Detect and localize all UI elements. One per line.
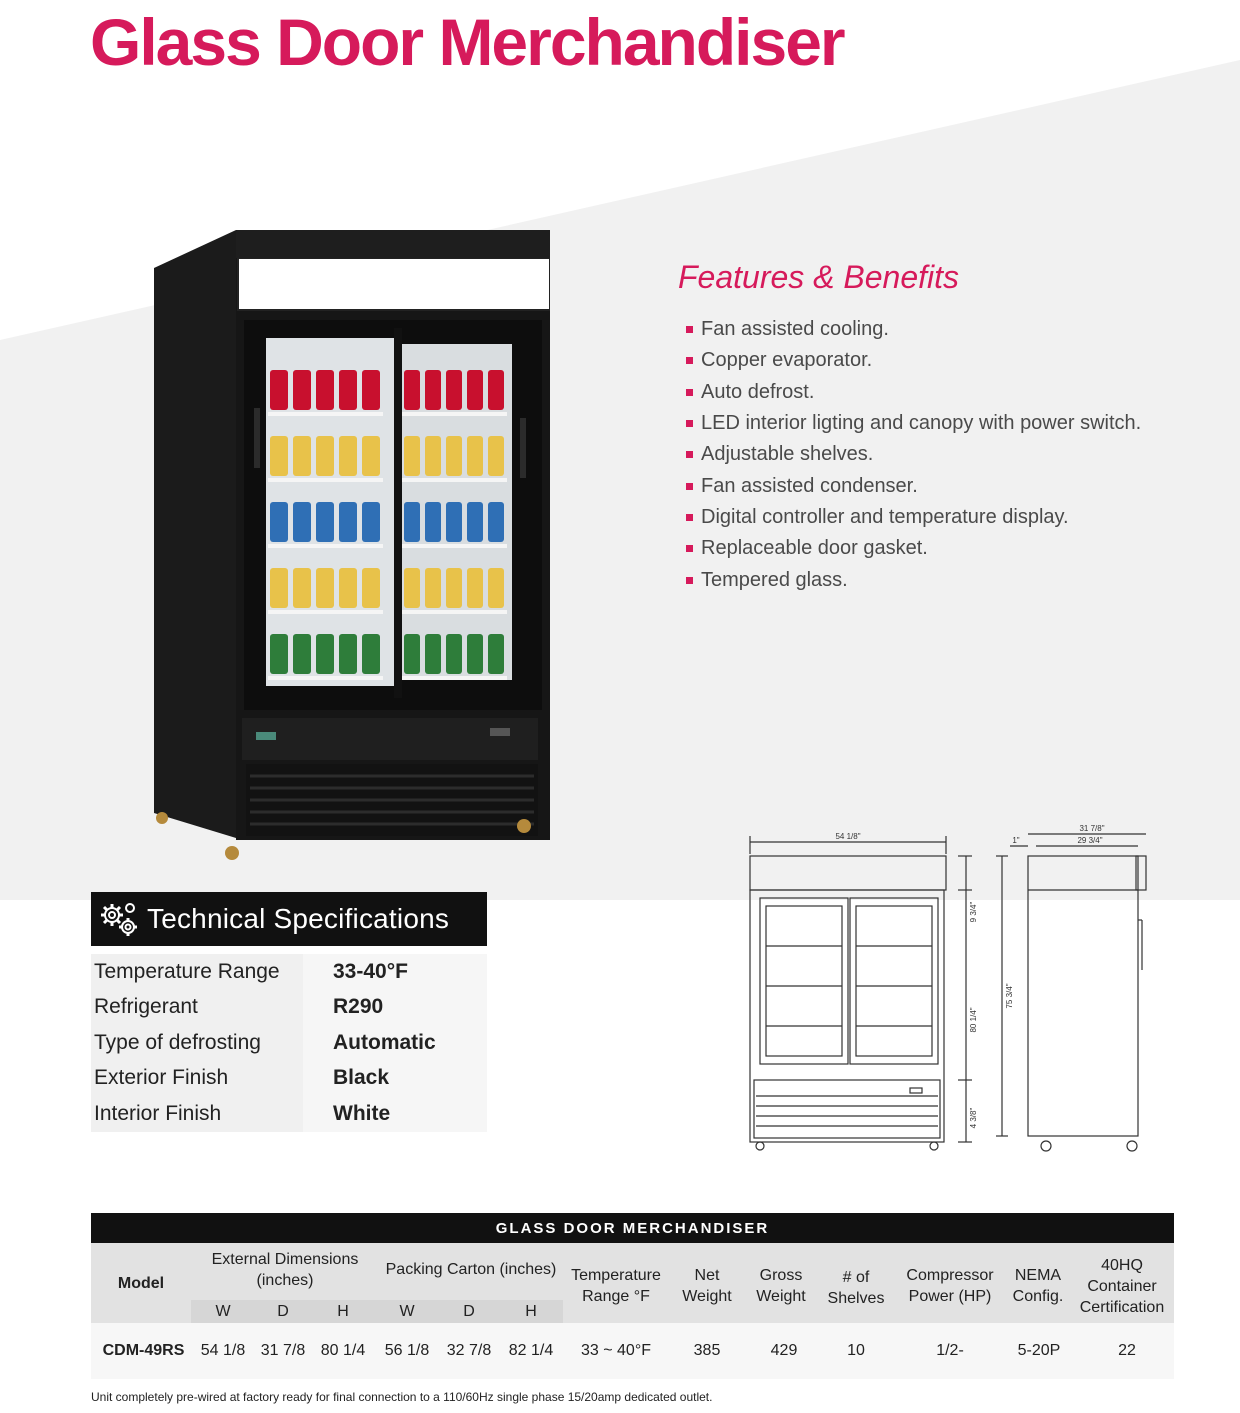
can-image — [362, 568, 380, 608]
cell-car-h: 82 1/4 — [508, 1342, 554, 1359]
spec-label: Temperature Range — [91, 954, 303, 990]
can-image — [446, 370, 462, 410]
spec-value: Automatic — [303, 1025, 487, 1061]
shelf-image — [402, 478, 507, 482]
bullet-icon — [686, 483, 693, 490]
can-image — [270, 502, 288, 542]
sub-ext-w: W — [191, 1300, 255, 1323]
can-image — [446, 568, 462, 608]
can-image — [362, 436, 380, 476]
shelf-image — [402, 676, 507, 680]
can-image — [293, 568, 311, 608]
cell-net-weight: 385 — [693, 1342, 721, 1359]
cell-compressor: 1/2- — [936, 1342, 964, 1359]
tech-specs-table — [91, 954, 487, 1132]
can-image — [488, 436, 504, 476]
feature-text: Adjustable shelves. — [701, 443, 874, 466]
can-image — [404, 370, 420, 410]
spec-label: Interior Finish — [91, 1096, 303, 1132]
features-list — [686, 314, 1141, 596]
cell-nema: 5-20P — [1017, 1342, 1061, 1359]
model-table-title: GLASS DOOR MERCHANDISER — [91, 1213, 1174, 1243]
can-image — [293, 502, 311, 542]
header-shelves: # of Shelves — [827, 1269, 885, 1307]
dim-height-label: 80 1/4" — [969, 1007, 978, 1033]
header-temperature-range: Temperature Range °F — [571, 1267, 661, 1305]
can-image — [404, 436, 420, 476]
feature-item — [686, 564, 1141, 595]
can-image — [404, 502, 420, 542]
can-image — [316, 634, 334, 674]
spec-row — [91, 1061, 487, 1097]
shelf-image — [402, 412, 507, 416]
sub-ext-d: D — [255, 1300, 311, 1323]
can-image — [467, 634, 483, 674]
feature-text: Fan assisted condenser. — [701, 474, 918, 497]
can-image — [316, 436, 334, 476]
header-net-weight: Net Weight — [682, 1267, 732, 1305]
dim-depth-inner-label: 29 3/4" — [1077, 836, 1103, 845]
sub-car-d: D — [439, 1300, 499, 1323]
spec-value: Black — [303, 1061, 487, 1097]
can-image — [293, 436, 311, 476]
feature-item — [686, 314, 1141, 345]
bullet-icon — [686, 357, 693, 364]
bullet-icon — [686, 514, 693, 521]
model-table-header — [91, 1243, 1174, 1323]
door-divider — [394, 328, 402, 698]
spec-value: White — [303, 1096, 487, 1132]
spec-row — [91, 990, 487, 1026]
cell-car-d: 32 7/8 — [446, 1342, 492, 1359]
cell-temperature: 33 ~ 40°F — [581, 1342, 651, 1359]
can-image — [467, 436, 483, 476]
can-image — [362, 370, 380, 410]
dim-gap-label: 1" — [1012, 836, 1020, 845]
shelf-image — [268, 478, 383, 482]
can-image — [488, 502, 504, 542]
can-image — [293, 634, 311, 674]
sub-car-h: H — [499, 1300, 563, 1323]
merchandiser-product-image — [150, 228, 550, 868]
cell-container: 22 — [1118, 1342, 1136, 1359]
can-image — [339, 436, 357, 476]
features-title: Features & Benefits — [678, 259, 960, 295]
can-image — [362, 634, 380, 674]
bullet-icon — [686, 389, 693, 396]
feature-item — [686, 377, 1141, 408]
can-image — [270, 568, 288, 608]
can-image — [467, 502, 483, 542]
spec-row — [91, 1025, 487, 1061]
can-image — [425, 568, 441, 608]
dim-body-height-label: 75 3/4" — [1005, 983, 1014, 1009]
header-gross-weight: Gross Weight — [756, 1267, 806, 1305]
dim-canopy-label: 9 3/4" — [969, 901, 978, 923]
page-title: Glass Door Merchandiser — [90, 5, 844, 79]
can-image — [446, 502, 462, 542]
gears-icon — [91, 892, 147, 946]
header-nema-config: NEMA Config. — [1012, 1267, 1064, 1305]
dim-depth-outer-label: 31 7/8" — [1079, 824, 1105, 833]
spec-row — [91, 954, 487, 990]
can-image — [404, 568, 420, 608]
can-image — [362, 502, 380, 542]
cell-ext-h: 80 1/4 — [320, 1342, 366, 1359]
feature-text: Digital controller and temperature display. — [701, 505, 1069, 528]
can-image — [467, 370, 483, 410]
cell-car-w: 56 1/8 — [384, 1342, 430, 1359]
dimension-drawing — [740, 820, 1160, 1160]
can-image — [467, 568, 483, 608]
cell-ext-w: 54 1/8 — [200, 1342, 246, 1359]
feature-item — [686, 502, 1141, 533]
header-external-dimensions: External Dimensions (inches) — [211, 1251, 359, 1289]
can-image — [316, 502, 334, 542]
dim-width-label: 54 1/8" — [835, 832, 861, 841]
tech-specs-title: Technical Specifications — [147, 903, 450, 934]
cell-model: CDM-49RS — [102, 1342, 185, 1359]
header-packing-carton: Packing Carton (inches) — [385, 1261, 557, 1278]
can-image — [425, 370, 441, 410]
spec-value: R290 — [303, 990, 487, 1026]
feature-text: Copper evaporator. — [701, 349, 873, 372]
can-image — [425, 502, 441, 542]
feature-text: LED interior ligting and canopy with power switch. — [701, 412, 1142, 435]
feature-text: Auto defrost. — [701, 380, 815, 403]
spec-label: Exterior Finish — [91, 1061, 303, 1097]
header-container-certification: 40HQ Container Certification — [1079, 1257, 1165, 1316]
can-image — [270, 634, 288, 674]
can-image — [339, 370, 357, 410]
can-image — [425, 634, 441, 674]
spec-row — [91, 1096, 487, 1132]
cell-ext-d: 31 7/8 — [260, 1342, 306, 1359]
spec-value: 33-40°F — [303, 954, 487, 990]
shelf-image — [268, 412, 383, 416]
bullet-icon — [686, 451, 693, 458]
can-image — [339, 502, 357, 542]
feature-text: Tempered glass. — [701, 568, 848, 591]
feature-item — [686, 345, 1141, 376]
can-image — [339, 634, 357, 674]
feature-item — [686, 439, 1141, 470]
can-image — [316, 370, 334, 410]
feature-text: Replaceable door gasket. — [701, 537, 928, 560]
shelf-image — [402, 610, 507, 614]
shelf-image — [268, 610, 383, 614]
can-image — [488, 370, 504, 410]
feature-item — [686, 408, 1141, 439]
footnote: Unit completely pre-wired at factory ready for final connection to a 110/60Hz single phase 15/20amp dedicated outlet. — [91, 1390, 713, 1404]
shelf-image — [268, 676, 383, 680]
spec-label: Type of defrosting — [91, 1025, 303, 1061]
bullet-icon — [686, 577, 693, 584]
can-image — [488, 634, 504, 674]
dim-base-label: 4 3/8" — [969, 1107, 978, 1129]
bullet-icon — [686, 545, 693, 552]
cell-gross-weight: 429 — [770, 1342, 798, 1359]
bullet-icon — [686, 326, 693, 333]
feature-text: Fan assisted cooling. — [701, 318, 889, 341]
feature-item — [686, 470, 1141, 501]
can-image — [446, 634, 462, 674]
header-model: Model — [117, 1275, 165, 1292]
table-row — [91, 1323, 1174, 1379]
header-compressor-power: Compressor Power (HP) — [906, 1267, 994, 1305]
can-image — [404, 634, 420, 674]
can-image — [339, 568, 357, 608]
can-image — [316, 568, 334, 608]
can-image — [270, 436, 288, 476]
tech-specs-header — [91, 892, 487, 946]
cell-shelves: 10 — [847, 1342, 865, 1359]
can-image — [488, 568, 504, 608]
bullet-icon — [686, 420, 693, 427]
sub-car-w: W — [375, 1300, 439, 1323]
spec-label: Refrigerant — [91, 990, 303, 1026]
feature-item — [686, 533, 1141, 564]
can-image — [425, 436, 441, 476]
sub-ext-h: H — [311, 1300, 375, 1323]
shelf-image — [402, 544, 507, 548]
shelf-image — [268, 544, 383, 548]
can-image — [270, 370, 288, 410]
can-image — [446, 436, 462, 476]
can-image — [293, 370, 311, 410]
model-table — [91, 1213, 1174, 1379]
